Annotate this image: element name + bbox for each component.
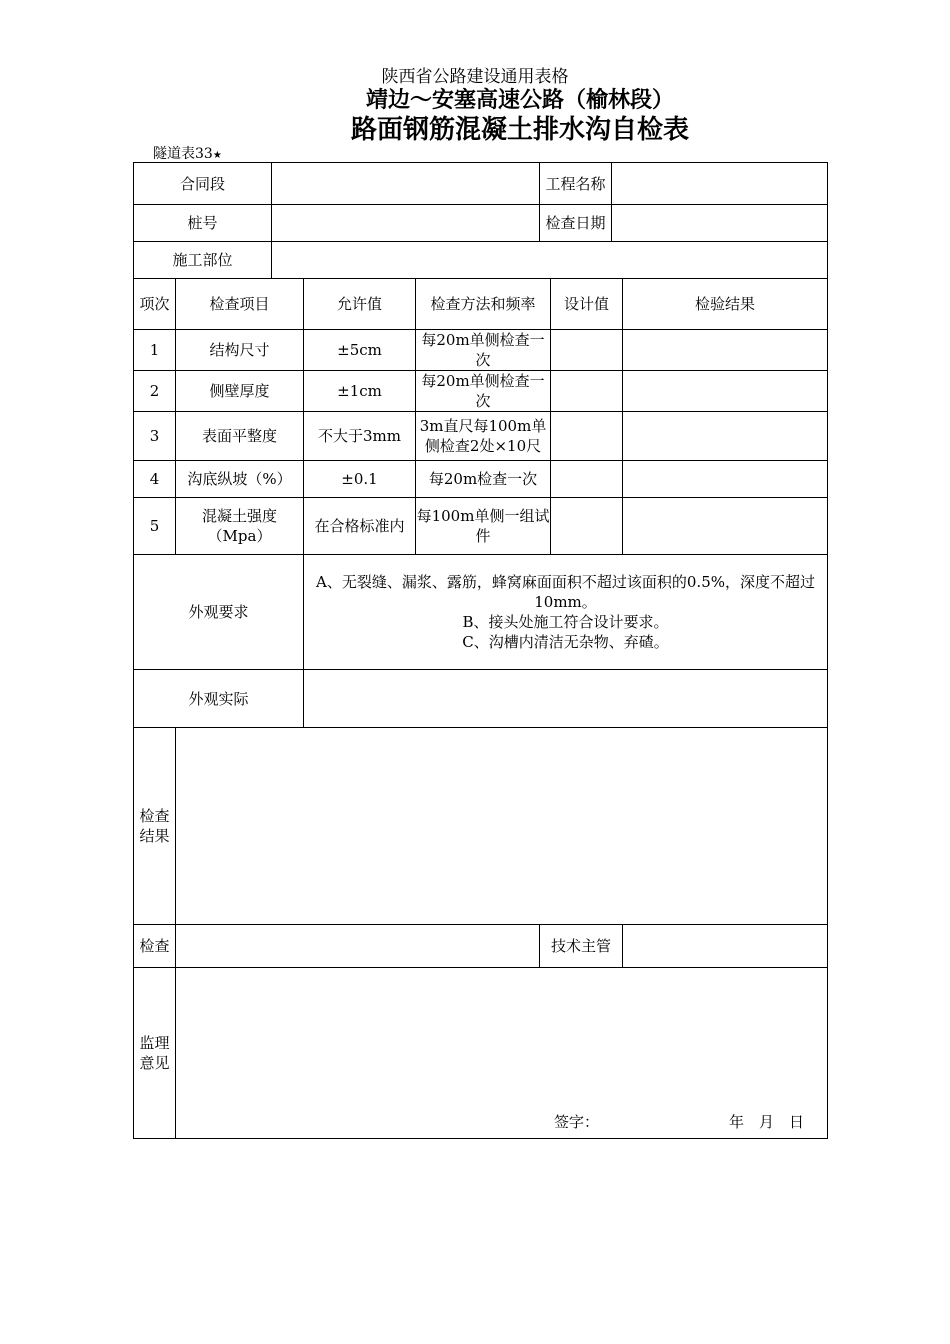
col-header-item: 检查项目 — [176, 279, 304, 330]
row-method: 每20m单侧检查一次 — [416, 371, 551, 412]
date-field[interactable] — [612, 205, 828, 242]
date-label: 检查日期 — [540, 205, 612, 242]
row-design-field[interactable] — [551, 371, 623, 412]
project-title: 靖边～安塞高速公路（榆林段） — [365, 88, 674, 113]
col-header-method: 检查方法和频率 — [416, 279, 551, 330]
row-method: 每100m单侧一组试件 — [416, 498, 551, 555]
project-name-field[interactable] — [612, 163, 828, 205]
inspector-label: 检查 — [134, 925, 176, 968]
row-allow: ±1cm — [304, 371, 416, 412]
tech-lead-field[interactable] — [623, 925, 828, 968]
req-item-b: B、接头处施工符合设计要求。 — [462, 613, 669, 631]
col-header-result: 检验结果 — [623, 279, 828, 330]
supervisor-label-line1: 监理 — [139, 1034, 170, 1052]
row-item: 侧壁厚度 — [176, 371, 304, 412]
row-no: 5 — [134, 498, 176, 555]
row-allow: 在合格标准内 — [304, 498, 416, 555]
appearance-actual-row — [134, 670, 828, 728]
row-item: 沟底纵坡（%） — [176, 461, 304, 498]
appearance-req-label: 外观要求 — [134, 555, 304, 670]
result-row — [134, 728, 828, 925]
col-header-design: 设计值 — [551, 279, 623, 330]
row-design-field[interactable] — [551, 330, 623, 371]
appearance-req-text — [304, 555, 828, 670]
project-name-label: 工程名称 — [540, 163, 612, 205]
part-field[interactable] — [272, 242, 828, 279]
date-placeholder: 年 月 日 — [729, 1113, 805, 1131]
column-header-row — [134, 279, 828, 330]
form-code-text: 隧道表33 — [153, 146, 213, 162]
row-method: 每20m检查一次 — [416, 461, 551, 498]
row-no: 2 — [134, 371, 176, 412]
part-label: 施工部位 — [134, 242, 272, 279]
row-no: 1 — [134, 330, 176, 371]
row-item: 混凝土强度（Mpa） — [176, 498, 304, 555]
row-item: 表面平整度 — [176, 412, 304, 461]
appearance-requirement-row — [134, 555, 828, 670]
result-label-line2: 结果 — [139, 827, 170, 845]
station-label: 桩号 — [134, 205, 272, 242]
supervisor-opinion-field[interactable] — [176, 968, 828, 1139]
contract-label: 合同段 — [134, 163, 272, 205]
table-row — [134, 330, 828, 371]
row-method: 3m直尺每100m单侧检查2处×10尺 — [416, 412, 551, 461]
result-label — [134, 728, 176, 925]
row-result-field[interactable] — [623, 461, 828, 498]
signoff-row — [134, 925, 828, 968]
appearance-actual-field[interactable] — [304, 670, 828, 728]
signature-label: 签字： — [554, 1113, 600, 1131]
appearance-actual-label: 外观实际 — [134, 670, 304, 728]
row-design-field[interactable] — [551, 412, 623, 461]
row-method: 每20m单侧检查一次 — [416, 330, 551, 371]
row-allow: ±0.1 — [304, 461, 416, 498]
supervisor-label-line2: 意见 — [139, 1054, 170, 1072]
col-header-no: 项次 — [134, 279, 176, 330]
station-field[interactable] — [272, 205, 540, 242]
row-item: 结构尺寸 — [176, 330, 304, 371]
row-no: 4 — [134, 461, 176, 498]
row-allow: 不大于3mm — [304, 412, 416, 461]
info-row-1 — [134, 163, 828, 205]
table-row — [134, 461, 828, 498]
row-design-field[interactable] — [551, 498, 623, 555]
table-row — [134, 412, 828, 461]
row-result-field[interactable] — [623, 371, 828, 412]
info-row-3 — [134, 242, 828, 279]
col-header-allow: 允许值 — [304, 279, 416, 330]
tech-lead-label: 技术主管 — [540, 925, 623, 968]
info-row-2 — [134, 205, 828, 242]
result-field[interactable] — [176, 728, 828, 925]
signature-line — [554, 1112, 804, 1132]
table-row — [134, 498, 828, 555]
row-result-field[interactable] — [623, 498, 828, 555]
row-allow: ±5cm — [304, 330, 416, 371]
req-item-c: C、沟槽内清洁无杂物、弃碴。 — [462, 633, 669, 651]
star-icon: ★ — [212, 150, 222, 161]
row-result-field[interactable] — [623, 412, 828, 461]
inspection-form — [133, 162, 828, 1139]
row-result-field[interactable] — [623, 330, 828, 371]
row-no: 3 — [134, 412, 176, 461]
form-series-title: 陕西省公路建设通用表格 — [381, 67, 569, 87]
form-title: 路面钢筋混凝土排水沟自检表 — [350, 115, 689, 145]
table-row — [134, 371, 828, 412]
supervisor-label — [134, 968, 176, 1139]
inspector-field[interactable] — [176, 925, 540, 968]
supervisor-row — [134, 968, 828, 1139]
contract-field[interactable] — [272, 163, 540, 205]
row-design-field[interactable] — [551, 461, 623, 498]
req-item-a: A、无裂缝、漏浆、露筋，蜂窝麻面面积不超过该面积的0.5%，深度不超过10mm。 — [316, 573, 815, 611]
result-label-line1: 检查 — [139, 807, 170, 825]
